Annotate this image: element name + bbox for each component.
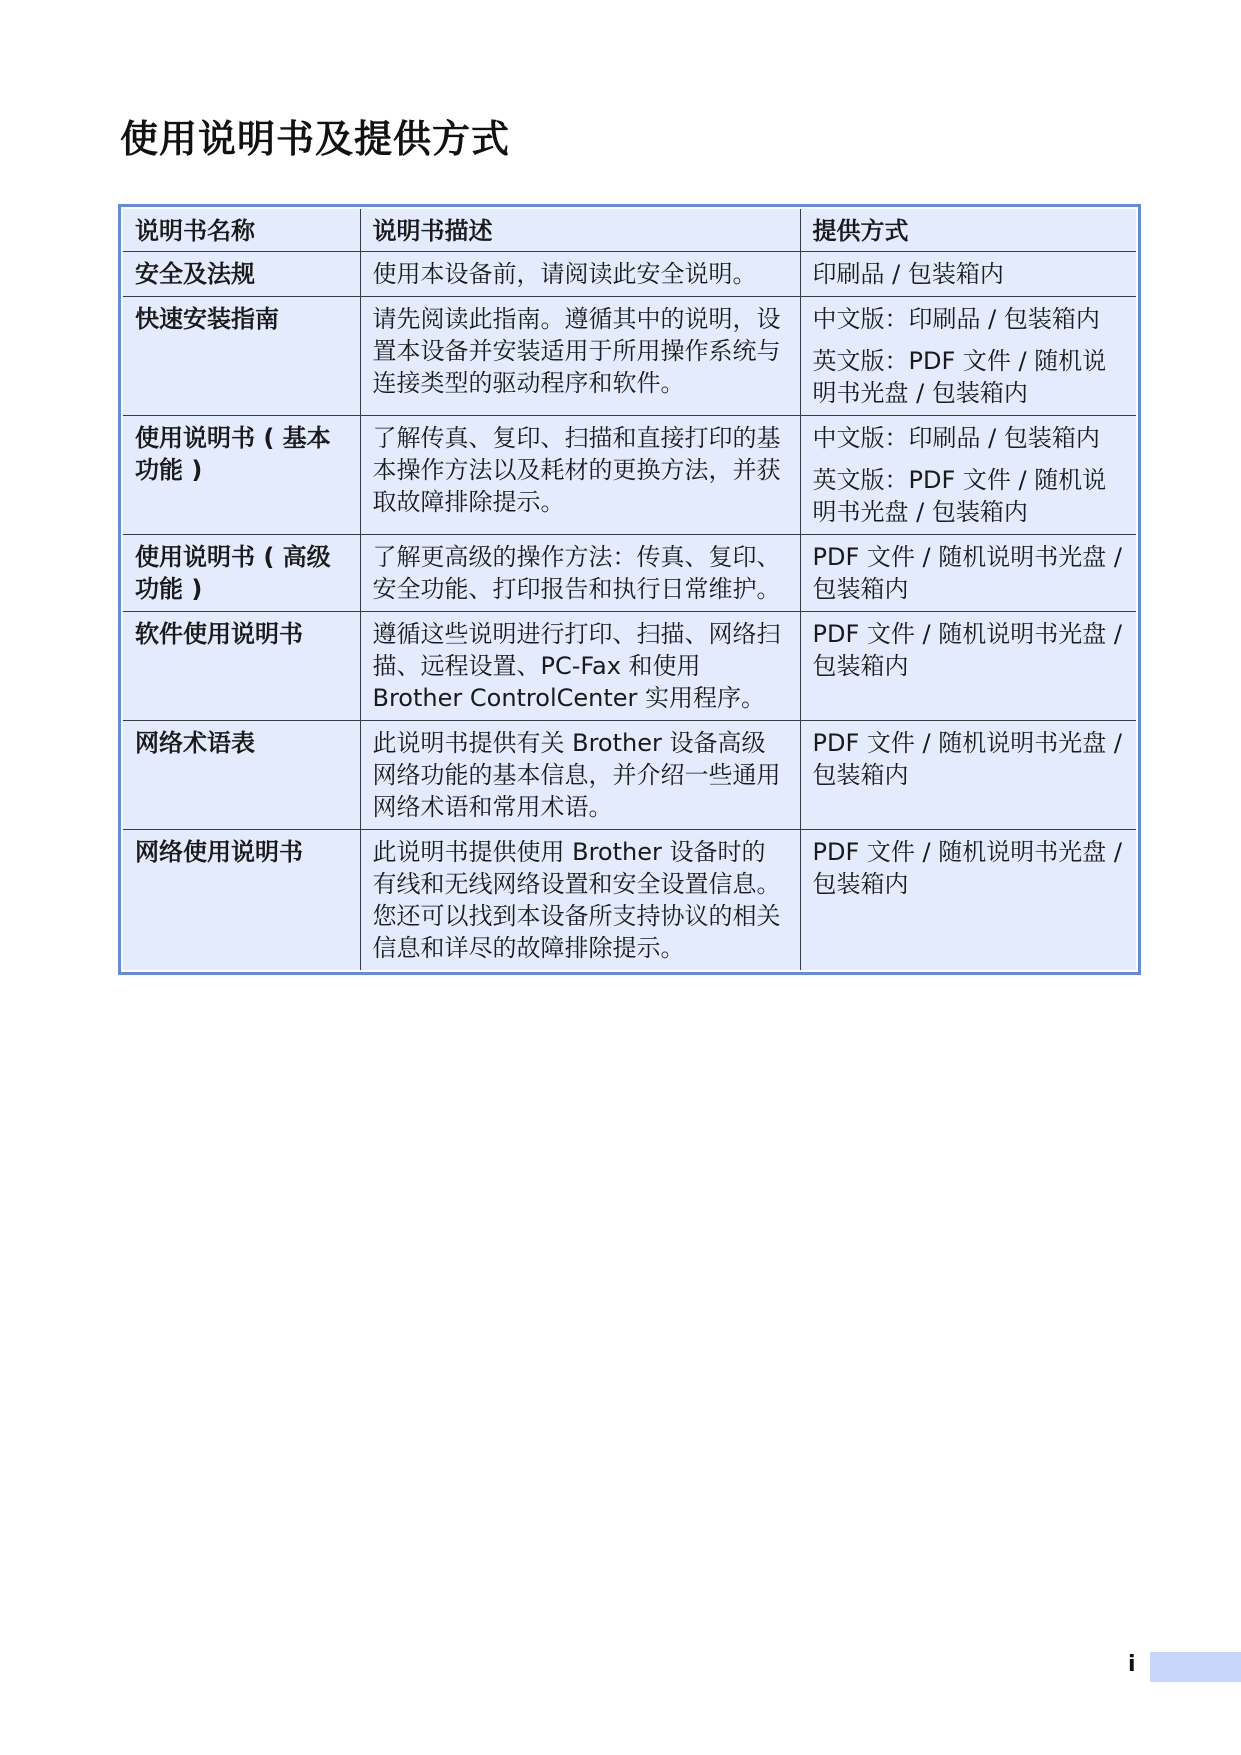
manual-name: 使用说明书 ( 高级功能 )	[123, 535, 360, 612]
delivery-method	[800, 830, 1136, 971]
delivery-method-line: PDF 文件 / 随机说明书光盘 / 包装箱内	[812, 543, 1122, 603]
delivery-method-line: 英文版：PDF 文件 / 随机说明书光盘 / 包装箱内	[812, 466, 1107, 526]
delivery-method-line: 中文版：印刷品 / 包装箱内	[812, 424, 1100, 452]
delivery-method-line: 英文版：PDF 文件 / 随机说明书光盘 / 包装箱内	[812, 347, 1107, 407]
table-header-row	[123, 209, 1136, 252]
manuals-table	[123, 209, 1136, 970]
delivery-method-line: PDF 文件 / 随机说明书光盘 / 包装箱内	[812, 838, 1122, 898]
table-row	[123, 252, 1136, 297]
table-row	[123, 830, 1136, 971]
table-row	[123, 535, 1136, 612]
manual-name: 安全及法规	[123, 252, 360, 297]
delivery-method	[800, 416, 1136, 535]
manual-description: 遵循这些说明进行打印、扫描、网络扫描、远程设置、PC-Fax 和使用 Brother ControlCenter 实用程序。	[360, 612, 800, 721]
delivery-method	[800, 535, 1136, 612]
table-row	[123, 416, 1136, 535]
manual-name: 网络术语表	[123, 721, 360, 830]
delivery-method	[800, 612, 1136, 721]
manual-description: 请先阅读此指南。遵循其中的说明，设置本设备并安装适用于所用操作系统与连接类型的驱动程序和软件。	[360, 297, 800, 416]
manual-description: 使用本设备前，请阅读此安全说明。	[360, 252, 800, 297]
manual-description: 了解更高级的操作方法：传真、复印、安全功能、打印报告和执行日常维护。	[360, 535, 800, 612]
page-number: i	[1128, 1652, 1136, 1677]
delivery-method-line: 印刷品 / 包装箱内	[812, 260, 1004, 288]
table-row	[123, 721, 1136, 830]
delivery-method-line: 中文版：印刷品 / 包装箱内	[812, 305, 1100, 333]
manual-description: 此说明书提供使用 Brother 设备时的有线和无线网络设置和安全设置信息。您还可以找到本设备所支持协议的相关信息和详尽的故障排除提示。	[360, 830, 800, 971]
manual-name: 软件使用说明书	[123, 612, 360, 721]
header-delivery-method: 提供方式	[800, 209, 1136, 252]
manual-description: 此说明书提供有关 Brother 设备高级网络功能的基本信息，并介绍一些通用网络术语和常用术语。	[360, 721, 800, 830]
page-tab-marker	[1150, 1652, 1241, 1682]
manual-name: 快速安装指南	[123, 297, 360, 416]
manual-description: 了解传真、复印、扫描和直接打印的基本操作方法以及耗材的更换方法，并获取故障排除提示。	[360, 416, 800, 535]
manuals-table-frame	[118, 204, 1141, 975]
delivery-method-line: PDF 文件 / 随机说明书光盘 / 包装箱内	[812, 620, 1122, 680]
header-manual-description: 说明书描述	[360, 209, 800, 252]
manual-name: 使用说明书 ( 基本功能 )	[123, 416, 360, 535]
table-row	[123, 612, 1136, 721]
table-row	[123, 297, 1136, 416]
header-manual-name: 说明书名称	[123, 209, 360, 252]
delivery-method	[800, 252, 1136, 297]
page-title: 使用说明书及提供方式	[120, 117, 511, 161]
delivery-method-line: PDF 文件 / 随机说明书光盘 / 包装箱内	[812, 729, 1122, 789]
delivery-method	[800, 297, 1136, 416]
delivery-method	[800, 721, 1136, 830]
manual-name: 网络使用说明书	[123, 830, 360, 971]
